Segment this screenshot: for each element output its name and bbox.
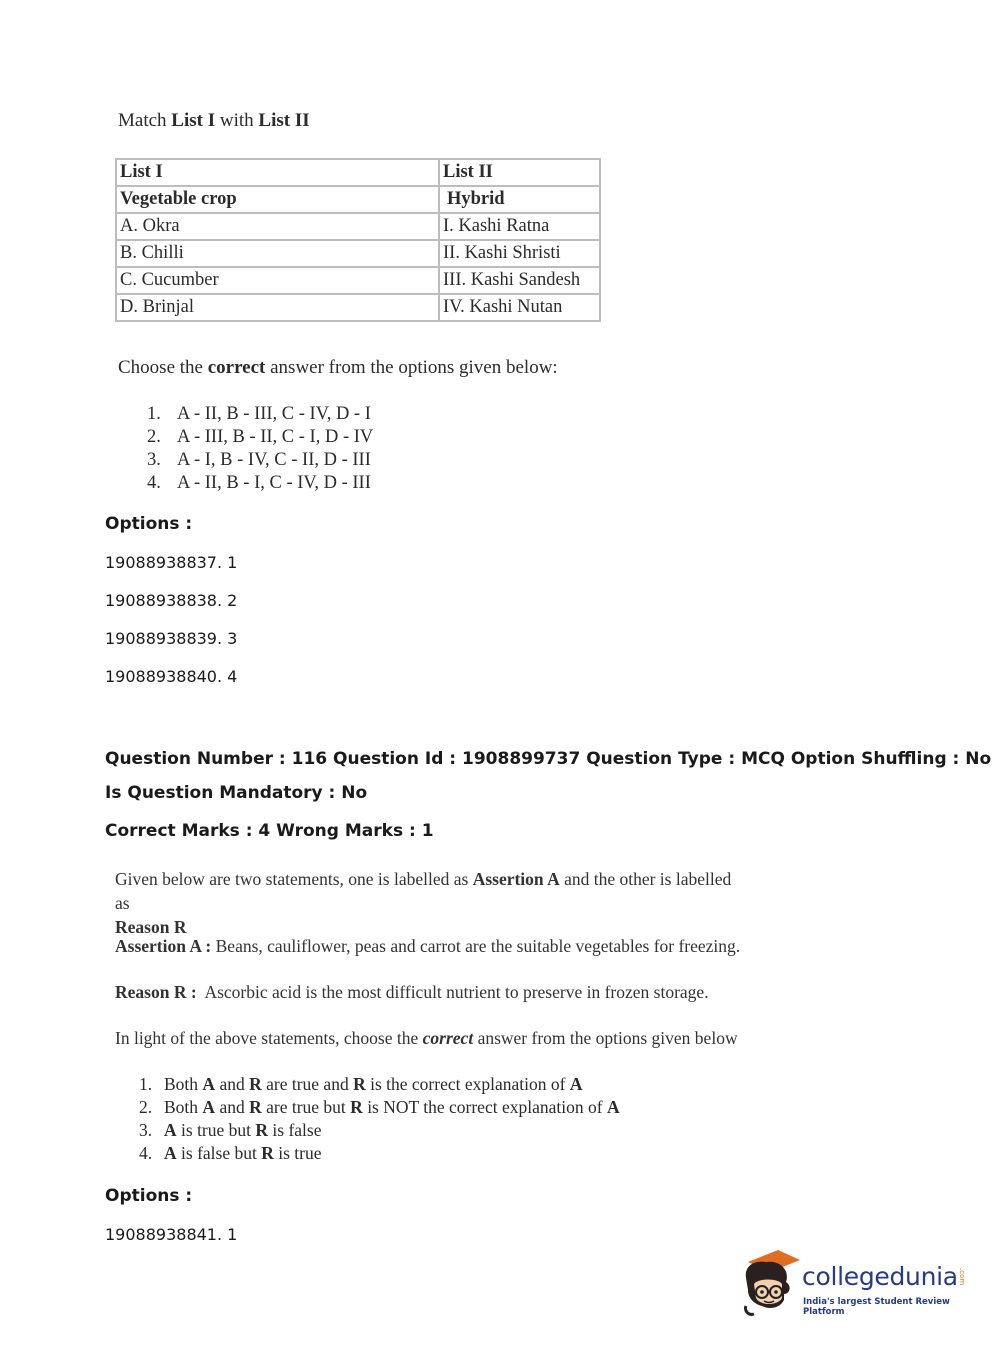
table-cell: III. Kashi Sandesh	[439, 267, 600, 294]
question2-assertion: Assertion A : Beans, cauliflower, peas and carrot are the suitable vegetables for freezing.	[115, 936, 741, 956]
collegedunia-logo	[740, 1248, 970, 1320]
list-item: 2. A - III, B - II, C - I, D - IV	[147, 427, 374, 447]
table-cell: A. Okra	[116, 213, 439, 240]
table-header-row	[116, 159, 600, 186]
question2-intro: Given below are two statements, one is labelled as Assertion A and the other is labelled as Reason R	[115, 869, 732, 937]
question2-options-label: Options :	[105, 1186, 193, 1206]
list-item: 4. A - II, B - I, C - IV, D - III	[147, 473, 371, 493]
list-item: 3. A is true but R is false	[139, 1120, 322, 1140]
option-item: 19088938839. 3	[105, 629, 238, 648]
table-row	[116, 267, 600, 294]
question2-meta: Question Number : 116 Question Id : 1908899737 Question Type : MCQ Option Shuffling : No	[105, 749, 992, 769]
table-subheader-row	[116, 186, 600, 213]
table-header-cell: List II	[439, 159, 600, 186]
table-cell: D. Brinjal	[116, 294, 439, 321]
match-table	[115, 158, 601, 322]
mascot-icon	[740, 1248, 802, 1318]
table-row	[116, 213, 600, 240]
logo-wordmark: collegedunia	[802, 1262, 958, 1291]
table-cell: I. Kashi Ratna	[439, 213, 600, 240]
option-item: 19088938841. 1	[105, 1225, 238, 1244]
option-item: 19088938840. 4	[105, 667, 238, 686]
list-item: 1. A - II, B - III, C - IV, D - I	[147, 404, 371, 424]
table-cell: C. Cucumber	[116, 267, 439, 294]
question2-marks: Correct Marks : 4 Wrong Marks : 1	[105, 821, 434, 841]
question2-reason: Reason R : Ascorbic acid is the most difficult nutrient to preserve in frozen storage.	[115, 982, 709, 1002]
list-item: 4. A is false but R is true	[139, 1143, 322, 1163]
table-row	[116, 240, 600, 267]
list-item: 3. A - I, B - IV, C - II, D - III	[147, 450, 371, 470]
question1-options-label: Options :	[105, 514, 193, 534]
table-row	[116, 294, 600, 321]
table-cell: II. Kashi Shristi	[439, 240, 600, 267]
table-cell: IV. Kashi Nutan	[439, 294, 600, 321]
list-item: 1. Both A and R are true and R is the correct explanation of A	[139, 1074, 583, 1094]
question2-choice-list	[139, 1073, 620, 1165]
question2-mandatory: Is Question Mandatory : No	[105, 783, 368, 803]
option-item: 19088938838. 2	[105, 591, 238, 610]
option-item: 19088938837. 1	[105, 553, 238, 572]
question1-choice-list	[147, 403, 373, 495]
table-cell: B. Chilli	[116, 240, 439, 267]
question1-instruction: Choose the correct answer from the options given below:	[118, 357, 558, 378]
question2-instruction: In light of the above statements, choose the correct answer from the options given below	[115, 1028, 738, 1048]
question1-title: Match List I with List II	[118, 110, 310, 131]
list-item: 2. Both A and R are true but R is NOT the correct explanation of A	[139, 1097, 620, 1117]
logo-com: .com	[958, 1268, 966, 1286]
table-subheader-cell: Hybrid	[439, 186, 600, 213]
logo-tagline: India's largest Student Review Platform	[803, 1297, 950, 1317]
table-subheader-cell: Vegetable crop	[116, 186, 439, 213]
table-header-cell: List I	[116, 159, 439, 186]
